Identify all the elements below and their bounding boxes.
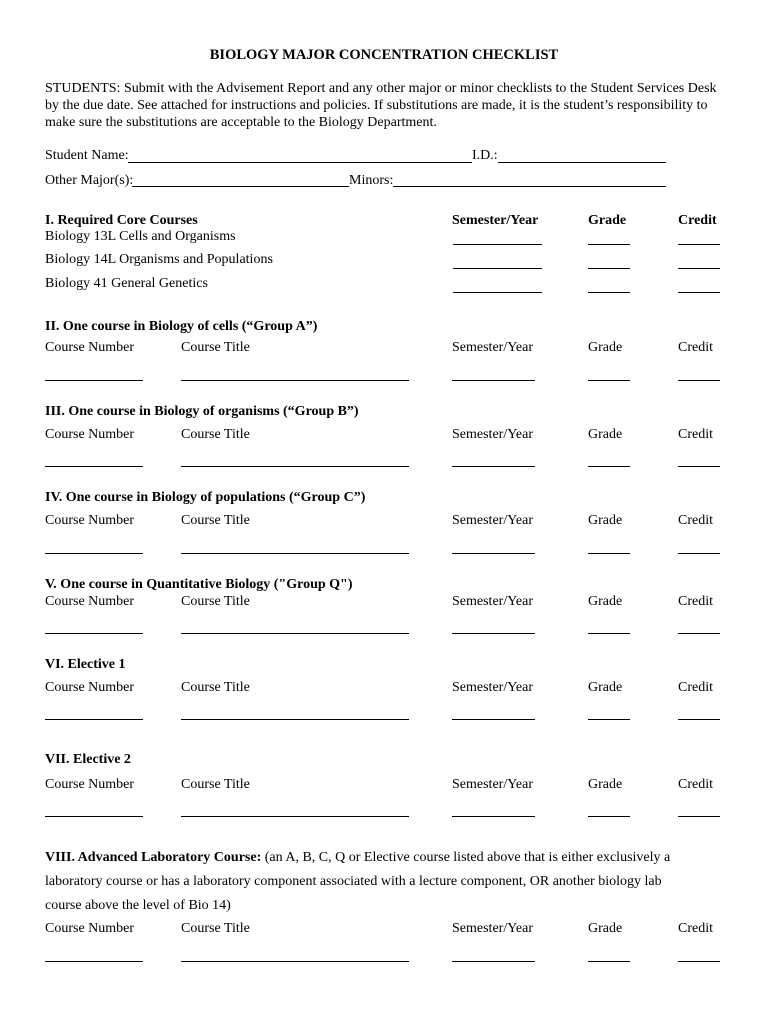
semester-year-field[interactable] <box>452 466 535 467</box>
column-header-semester-year: Semester/Year <box>452 680 534 695</box>
column-header-grade: Grade <box>588 427 623 442</box>
credit-field[interactable] <box>678 633 720 634</box>
column-header-course-title: Course Title <box>181 921 250 936</box>
column-header-course-number: Course Number <box>45 777 135 792</box>
course-title-field[interactable] <box>181 380 409 381</box>
student-name-label: Student Name: <box>45 148 129 163</box>
section-heading: III. One course in Biology of organisms (“Group B”) <box>45 404 359 419</box>
column-header-course-title: Course Title <box>181 680 250 695</box>
column-header-semester-year: Semester/Year <box>452 213 539 228</box>
course-number-field[interactable] <box>45 719 143 720</box>
column-header-grade: Grade <box>588 213 627 228</box>
section-heading: II. One course in Biology of cells (“Group A”) <box>45 319 318 334</box>
section-heading: VIII. Advanced Laboratory Course: <box>45 850 262 865</box>
column-header-credit: Credit <box>678 213 717 228</box>
course-title-field[interactable] <box>181 719 409 720</box>
column-header-course-number: Course Number <box>45 594 135 609</box>
grade-field[interactable] <box>588 268 630 269</box>
course-title-field[interactable] <box>181 816 409 817</box>
column-header-semester-year: Semester/Year <box>452 594 534 609</box>
column-header-grade: Grade <box>588 594 623 609</box>
minors-label: Minors: <box>349 173 394 188</box>
column-header-semester-year: Semester/Year <box>452 340 534 355</box>
course-number-field[interactable] <box>45 961 143 962</box>
grade-field[interactable] <box>588 633 630 634</box>
semester-year-field[interactable] <box>452 719 535 720</box>
core-course-name: Biology 14L Organisms and Populations <box>45 252 273 267</box>
course-number-field[interactable] <box>45 816 143 817</box>
instructions-paragraph: STUDENTS: Submit with the Advisement Report and any other major or minor checklists to the Student Services Desk by the due date. See attached for instructions and policies. If substitutions are made, it is the student’s responsibility to make sure the substitutions are acceptable to the Biology Department. <box>45 81 717 130</box>
credit-field[interactable] <box>678 816 720 817</box>
column-header-grade: Grade <box>588 340 623 355</box>
semester-year-field[interactable] <box>452 633 535 634</box>
course-title-field[interactable] <box>181 633 409 634</box>
column-header-credit: Credit <box>678 777 713 792</box>
credit-field[interactable] <box>678 292 720 293</box>
column-header-course-title: Course Title <box>181 427 250 442</box>
core-course-name: Biology 13L Cells and Organisms <box>45 229 236 244</box>
course-number-field[interactable] <box>45 380 143 381</box>
column-header-course-number: Course Number <box>45 513 135 528</box>
section-heading: V. One course in Quantitative Biology ("Group Q") <box>45 577 353 592</box>
semester-year-field[interactable] <box>453 244 542 245</box>
column-header-grade: Grade <box>588 777 623 792</box>
core-course-name: Biology 41 General Genetics <box>45 276 208 291</box>
column-header-credit: Credit <box>678 680 713 695</box>
column-header-semester-year: Semester/Year <box>452 427 534 442</box>
id-field[interactable] <box>498 162 666 163</box>
section-heading: IV. One course in Biology of populations (“Group C”) <box>45 490 366 505</box>
course-number-field[interactable] <box>45 553 143 554</box>
column-header-credit: Credit <box>678 921 713 936</box>
grade-field[interactable] <box>588 816 630 817</box>
column-header-course-number: Course Number <box>45 680 135 695</box>
column-header-credit: Credit <box>678 427 713 442</box>
column-header-course-title: Course Title <box>181 340 250 355</box>
course-title-field[interactable] <box>181 466 409 467</box>
section-heading: VII. Elective 2 <box>45 752 131 767</box>
column-header-course-title: Course Title <box>181 777 250 792</box>
page-title: BIOLOGY MAJOR CONCENTRATION CHECKLIST <box>209 47 559 63</box>
course-number-field[interactable] <box>45 466 143 467</box>
credit-field[interactable] <box>678 553 720 554</box>
column-header-semester-year: Semester/Year <box>452 921 534 936</box>
column-header-course-title: Course Title <box>181 594 250 609</box>
column-header-course-title: Course Title <box>181 513 250 528</box>
grade-field[interactable] <box>588 553 630 554</box>
credit-field[interactable] <box>678 244 720 245</box>
grade-field[interactable] <box>588 380 630 381</box>
minors-field[interactable] <box>393 186 666 187</box>
semester-year-field[interactable] <box>453 292 542 293</box>
advanced-lab-paragraph <box>45 846 695 918</box>
section-heading: VI. Elective 1 <box>45 657 126 672</box>
credit-field[interactable] <box>678 380 720 381</box>
credit-field[interactable] <box>678 961 720 962</box>
credit-field[interactable] <box>678 466 720 467</box>
course-title-field[interactable] <box>181 553 409 554</box>
column-header-credit: Credit <box>678 594 713 609</box>
grade-field[interactable] <box>588 292 630 293</box>
column-header-credit: Credit <box>678 340 713 355</box>
column-header-course-number: Course Number <box>45 427 135 442</box>
semester-year-field[interactable] <box>452 553 535 554</box>
student-name-field[interactable] <box>128 162 472 163</box>
other-majors-field[interactable] <box>132 186 349 187</box>
semester-year-field[interactable] <box>453 268 542 269</box>
grade-field[interactable] <box>588 961 630 962</box>
column-header-semester-year: Semester/Year <box>452 513 534 528</box>
id-label: I.D.: <box>472 148 498 163</box>
section-heading: I. Required Core Courses <box>45 213 198 228</box>
column-header-semester-year: Semester/Year <box>452 777 534 792</box>
column-header-course-number: Course Number <box>45 921 135 936</box>
credit-field[interactable] <box>678 719 720 720</box>
column-header-course-number: Course Number <box>45 340 135 355</box>
column-header-grade: Grade <box>588 680 623 695</box>
grade-field[interactable] <box>588 466 630 467</box>
column-header-grade: Grade <box>588 513 623 528</box>
semester-year-field[interactable] <box>452 961 535 962</box>
course-number-field[interactable] <box>45 633 143 634</box>
advanced-lab-description: (an A, B, C, Q or Elective course listed above that is either exclusively a laboratory course or has a laboratory component associated with a lecture component, OR another biology lab course above the level of Bio 14) <box>45 850 671 913</box>
semester-year-field[interactable] <box>452 816 535 817</box>
column-header-credit: Credit <box>678 513 713 528</box>
credit-field[interactable] <box>678 268 720 269</box>
course-title-field[interactable] <box>181 961 409 962</box>
column-header-grade: Grade <box>588 921 623 936</box>
grade-field[interactable] <box>588 719 630 720</box>
other-majors-label: Other Major(s): <box>45 173 134 188</box>
grade-field[interactable] <box>588 244 630 245</box>
semester-year-field[interactable] <box>452 380 535 381</box>
